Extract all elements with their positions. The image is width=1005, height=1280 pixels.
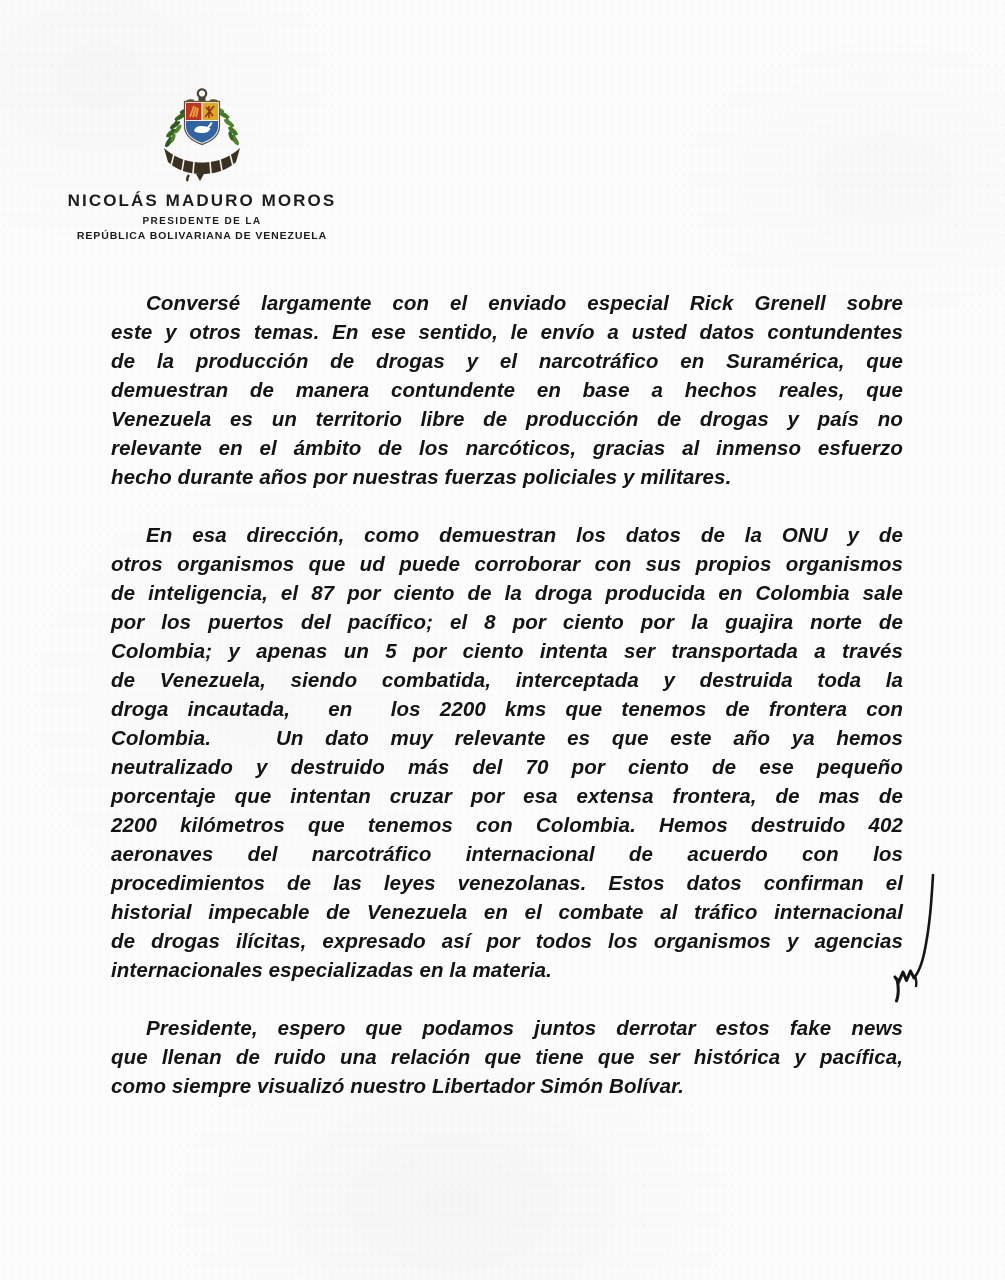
- letter-paragraph: [111, 1014, 903, 1101]
- letter-line: Venezuela es un territorio libre de producción de drogas y país no: [111, 408, 903, 431]
- letter-line: En esa dirección, como demuestran los datos de la ONU y de: [146, 524, 903, 547]
- letter-line: Presidente, espero que podamos juntos derrotar estos fake news: [146, 1017, 903, 1040]
- letter-line: demuestran de manera contundente en base a hechos reales, que: [111, 379, 903, 402]
- letter-line: historial impecable de Venezuela en el combate al tráfico internacional: [111, 901, 903, 924]
- letterhead-title-line2: REPÚBLICA BOLIVARIANA DE VENEZUELA: [76, 230, 328, 242]
- letterhead-title-line1: PRESIDENTE DE LA: [142, 216, 262, 227]
- letter-line: 2200 kilómetros que tenemos con Colombia. Hemos destruido 402: [111, 814, 903, 837]
- letter-line: Conversé largamente con el enviado especial Rick Grenell sobre: [146, 292, 903, 315]
- letter-line: Colombia; y apenas un 5 por ciento intenta ser transportada a través: [111, 640, 903, 663]
- letter-line: este y otros temas. En ese sentido, le envío a usted datos contundentes: [111, 321, 903, 344]
- letter-line: que llenan de ruido una relación que tiene que ser histórica y pacífica,: [111, 1046, 903, 1069]
- letter-line: neutralizado y destruido más del 70 por ciento de ese pequeño: [111, 756, 903, 779]
- letter-line: de la producción de drogas y el narcotráfico en Suramérica, que: [111, 350, 903, 373]
- handwritten-margin-mark-icon: [884, 862, 946, 1014]
- letter-line: como siempre visualizó nuestro Libertador Simón Bolívar.: [111, 1075, 684, 1098]
- letterhead: [62, 86, 342, 242]
- letter-body: [111, 289, 903, 1130]
- letter-line: hecho durante años por nuestras fuerzas policiales y militares.: [111, 466, 732, 489]
- letterhead-name: NICOLÁS MADURO MOROS: [67, 191, 337, 210]
- letter-line: Colombia. Un dato muy relevante es que este año ya hemos: [111, 727, 903, 750]
- letter-line: por los puertos del pacífico; el 8 por ciento por la guajira norte de: [111, 611, 903, 634]
- letter-line: droga incautada, en los 2200 kms que tenemos de frontera con: [111, 698, 903, 721]
- venezuela-coat-of-arms-icon: [156, 86, 248, 182]
- letter-line: porcentaje que intentan cruzar por esa extensa frontera, de mas de: [111, 785, 903, 808]
- letter-line: otros organismos que ud puede corroborar con sus propios organismos: [111, 553, 903, 576]
- letter-line: relevante en el ámbito de los narcóticos, gracias al inmenso esfuerzo: [111, 437, 903, 460]
- letter-paragraph: [111, 289, 903, 492]
- letter-line: aeronaves del narcotráfico internacional de acuerdo con los: [111, 843, 903, 866]
- letter-line: de drogas ilícitas, expresado así por todos los organismos y agencias: [111, 930, 903, 953]
- letter-line: de inteligencia, el 87 por ciento de la droga producida en Colombia sale: [111, 582, 903, 605]
- letter-line: internacionales especializadas en la materia.: [111, 959, 552, 982]
- letter-line: de Venezuela, siendo combatida, interceptada y destruida toda la: [111, 669, 903, 692]
- emblem-ribbon: [164, 148, 240, 181]
- letter-line: procedimientos de las leyes venezolanas. Estos datos confirman el: [111, 872, 903, 895]
- letter-paragraph: [111, 521, 903, 985]
- emblem-shield: [185, 102, 220, 145]
